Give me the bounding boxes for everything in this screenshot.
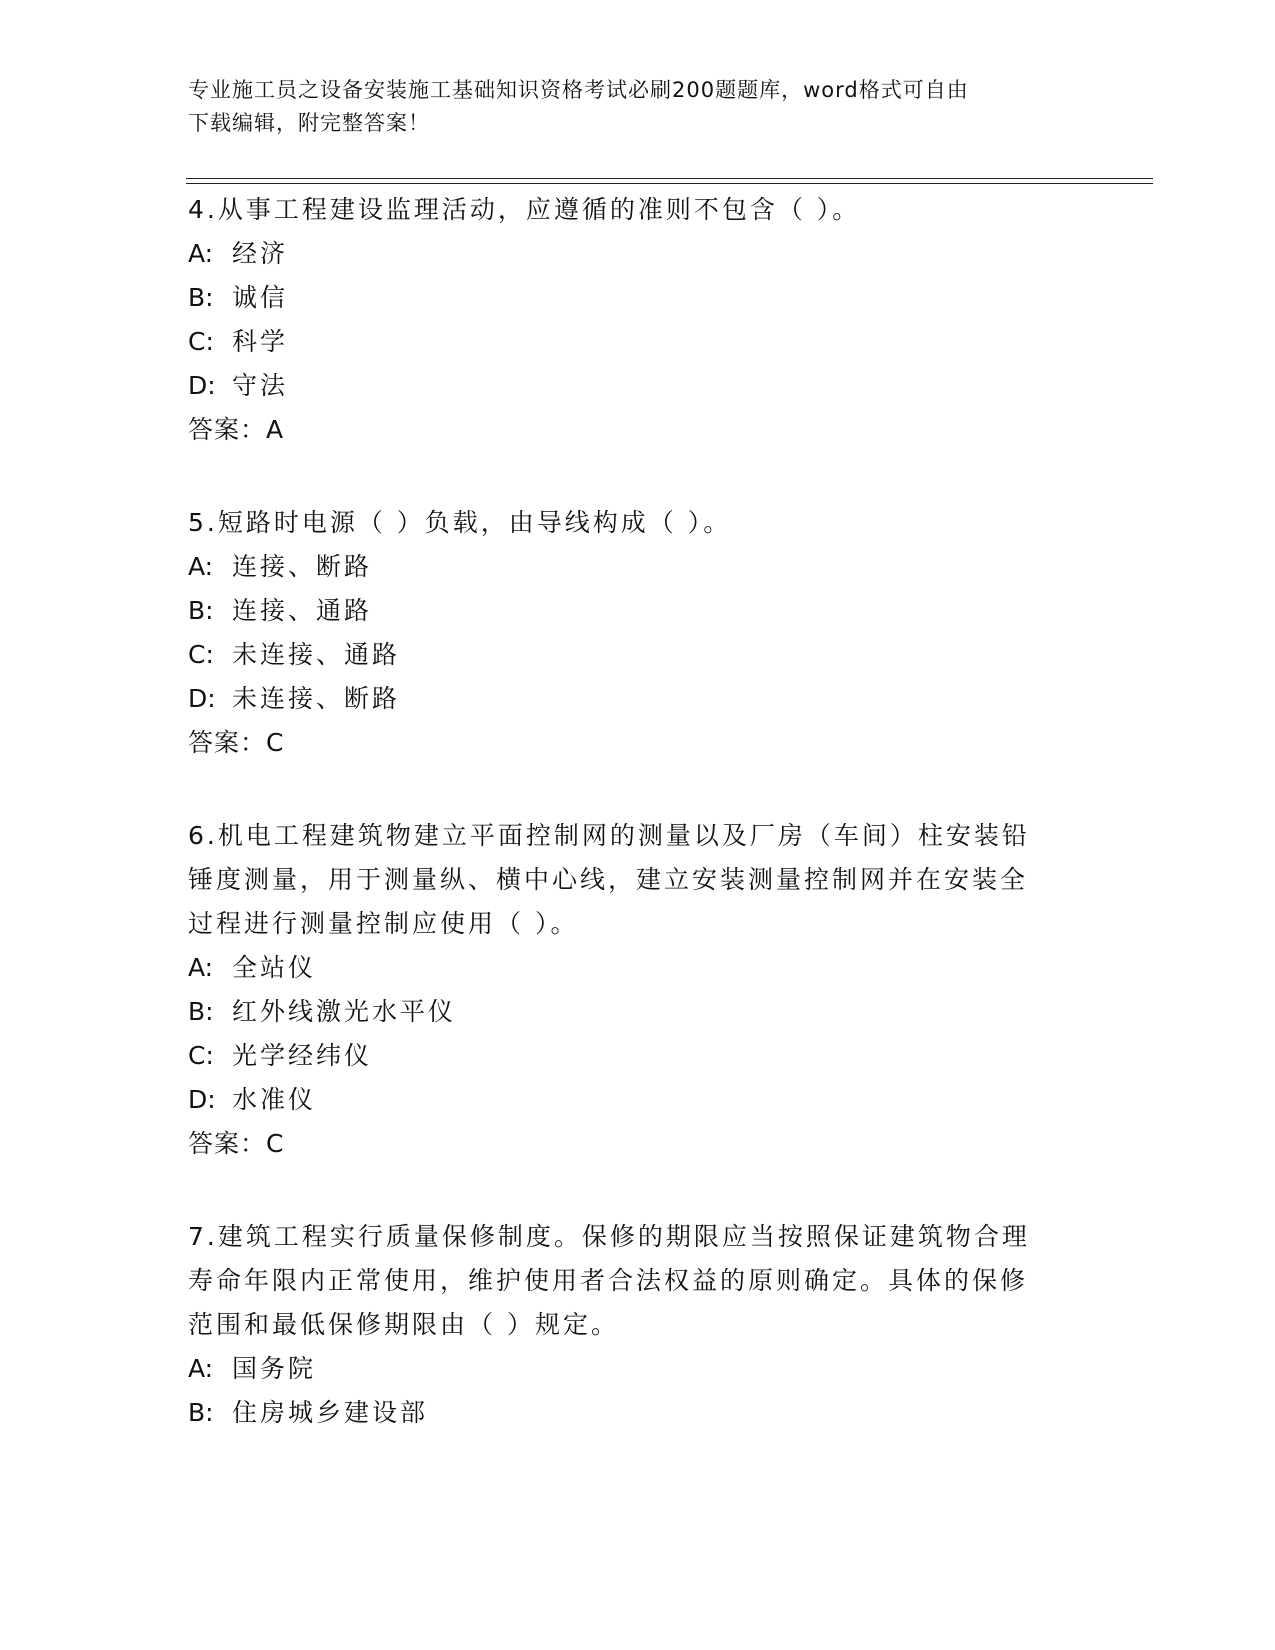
question-6-stem-line-3: 过程进行测量控制应使用（ ）。 [188,909,579,938]
option-label: D: [188,371,216,400]
option-text: 守法 [232,371,289,400]
header-line-2: 下载编辑，附完整答案！ [188,111,430,135]
question-7-stem-line-3: 范围和最低保修期限由（ ）规定。 [188,1310,619,1339]
question-6-stem-line-1: 6.机电工程建筑物建立平面控制网的测量以及厂房（车间）柱安装铅 [188,821,1030,850]
question-4-option-d [188,370,288,402]
option-text: 连接、断路 [232,552,373,581]
document-header [188,74,1068,140]
option-label: D: [188,1085,216,1114]
question-7-option-a [188,1353,316,1385]
question-7-stem-line-1: 7.建筑工程实行质量保修制度。保修的期限应当按照保证建筑物合理 [188,1222,1030,1251]
option-text: 未连接、通路 [232,640,401,669]
option-text: 红外线激光水平仪 [232,997,457,1026]
option-text: 国务院 [232,1354,317,1383]
question-7-option-b [188,1397,428,1429]
question-5-option-b [188,595,372,627]
option-text: 水准仪 [232,1085,317,1114]
option-text: 连接、通路 [232,596,373,625]
question-4-option-a [188,238,288,270]
option-text: 全站仪 [232,953,317,982]
option-label: B: [188,596,214,625]
question-4-option-b [188,282,288,314]
option-label: D: [188,684,216,713]
option-text: 经济 [232,239,289,268]
question-7-stem-line-2: 寿命年限内正常使用，维护使用者合法权益的原则确定。具体的保修 [188,1266,1029,1295]
option-text: 光学经纬仪 [232,1041,373,1070]
header-divider-bottom [186,183,1153,184]
option-text: 住房城乡建设部 [232,1398,429,1427]
question-5-option-a [188,551,372,583]
option-label: A: [188,953,214,982]
question-4-answer: 答案：A [188,415,285,444]
option-label: C: [188,327,214,356]
option-label: B: [188,997,214,1026]
option-label: C: [188,1041,214,1070]
question-4-option-c [188,326,288,358]
question-6-option-b [188,996,456,1028]
question-6-option-c [188,1040,372,1072]
option-label: A: [188,552,214,581]
option-label: C: [188,640,214,669]
question-4-stem: 4.从事工程建设监理活动，应遵循的准则不包含（ ）。 [188,195,861,224]
option-text: 诚信 [232,283,289,312]
question-6-stem-line-2: 锤度测量，用于测量纵、横中心线，建立安装测量控制网并在安装全 [188,865,1029,894]
option-label: B: [188,1398,214,1427]
option-label: A: [188,1354,214,1383]
question-5-answer: 答案：C [188,728,285,757]
option-text: 未连接、断路 [232,684,401,713]
option-text: 科学 [232,327,289,356]
header-divider-top [186,178,1153,179]
question-6-answer: 答案：C [188,1129,285,1158]
question-5-stem: 5.短路时电源（ ）负载，由导线构成（ ）。 [188,508,732,537]
question-5-option-d [188,683,400,715]
option-label: A: [188,239,214,268]
question-5-option-c [188,639,400,671]
option-label: B: [188,283,214,312]
question-6-option-d [188,1084,316,1116]
header-line-1: 专业施工员之设备安装施工基础知识资格考试必刷200题题库，word格式可自由 [188,78,969,102]
question-6-option-a [188,952,316,984]
